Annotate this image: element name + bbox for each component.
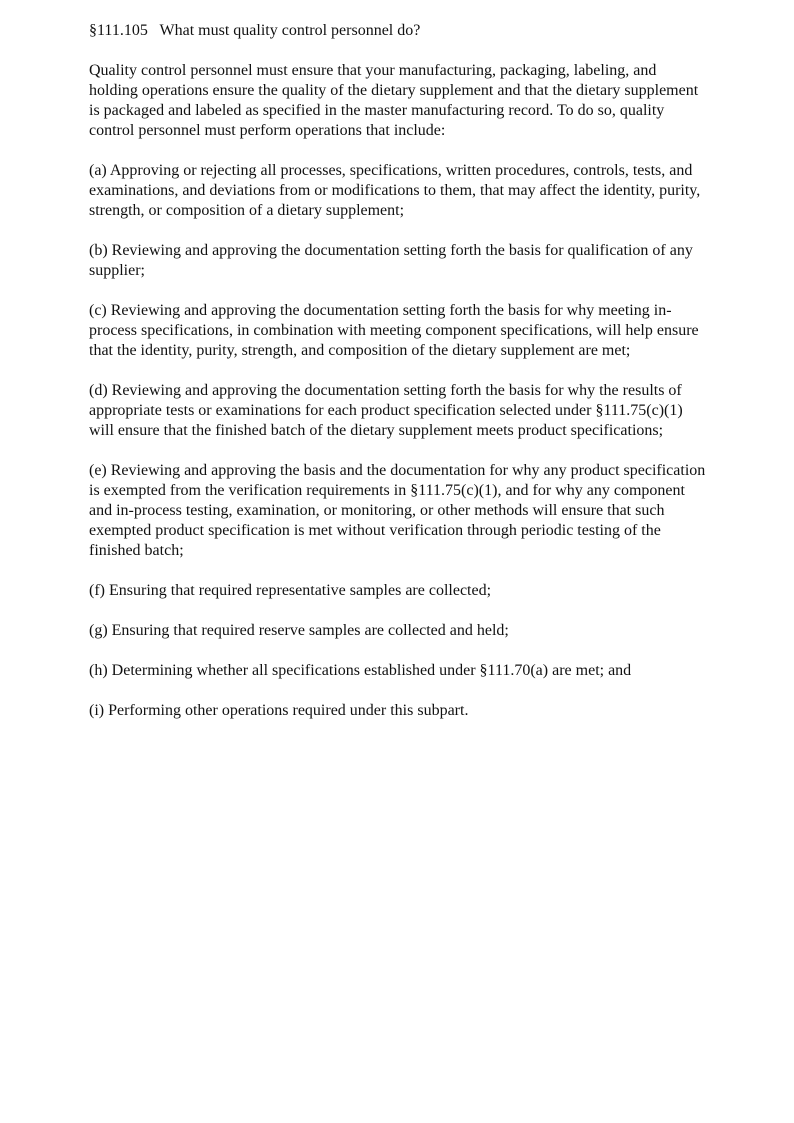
item-g: (g) Ensuring that required reserve samples are collected and held;	[89, 622, 509, 639]
intro-paragraph: Quality control personnel must ensure that your manufacturing, packaging, labeling, and holding operations ensure the quality of the dietary supplement and that the dietary supplement is packaged and labeled as specified in the master manufacturing record. To do so, quality control personnel must perform operations that include:	[89, 62, 699, 139]
item-f: (f) Ensuring that required representative samples are collected;	[89, 582, 492, 599]
item-d: (d) Reviewing and approving the documentation setting forth the basis for why the results of appropriate tests or examinations for each product specification selected under §111.75(c)(1) will ensure that the finished batch of the dietary supplement meets product specifications;	[89, 382, 683, 439]
item-h: (h) Determining whether all specifications established under §111.70(a) are met; and	[89, 662, 632, 679]
item-i: (i) Performing other operations required under this subpart.	[89, 702, 469, 719]
document-page	[89, 21, 709, 741]
section-heading: §111.105 What must quality control personnel do?	[89, 22, 421, 39]
item-c: (c) Reviewing and approving the documentation setting forth the basis for why meeting in-process specifications, in combination with meeting component specifications, will help ensure that the identity, purity, strength, and composition of the dietary supplement are met;	[89, 302, 699, 359]
item-e: (e) Reviewing and approving the basis and the documentation for why any product specification is exempted from the verification requirements in §111.75(c)(1), and for why any component and in-process testing, examination, or monitoring, or other methods will ensure that such exempted product specification is met without verification through periodic testing of the finished batch;	[89, 462, 706, 559]
item-a: (a) Approving or rejecting all processes, specifications, written procedures, controls, tests, and examinations, and deviations from or modifications to them, that may affect the identity, purity, strength, or composition of a dietary supplement;	[89, 162, 701, 219]
item-b: (b) Reviewing and approving the documentation setting forth the basis for qualification of any supplier;	[89, 242, 693, 279]
